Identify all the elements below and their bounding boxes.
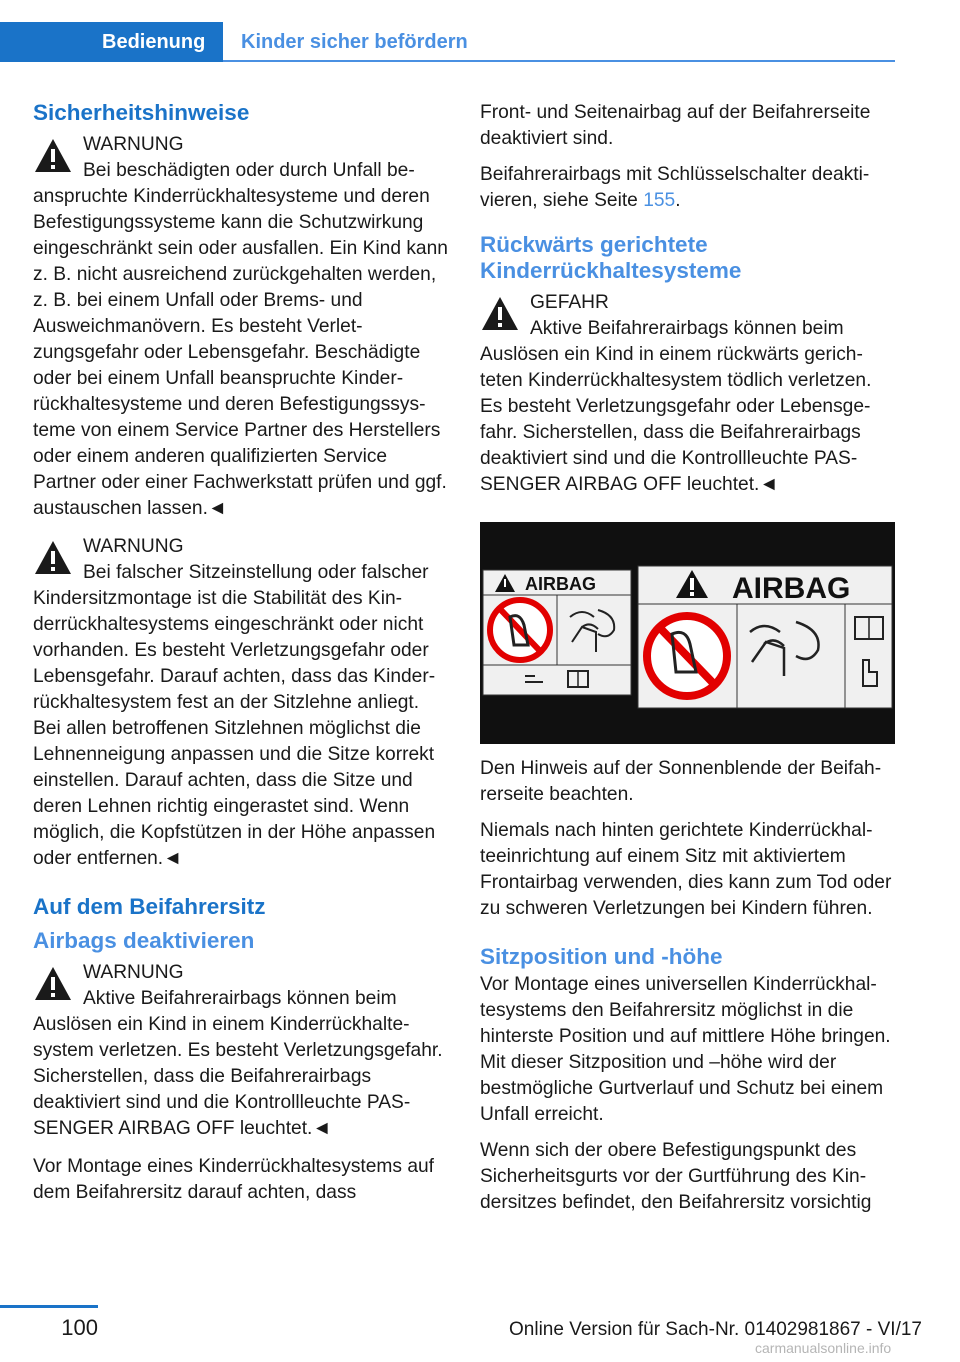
warning-label: WARNUNG bbox=[83, 962, 184, 983]
paragraph-vor-montage: Vor Montage eines Kinderrückhaltesystems auf dem Beifahrersitz darauf achten, dass bbox=[33, 1156, 435, 1203]
header-tabbar bbox=[0, 22, 895, 64]
paragraph-sitzposition-2: Wenn sich der obere Befestigungspunkt des Sicherheitsgurts vor der Gurtführung des Kindersitzes befindet, den Beifahrersitz vorsichtig bbox=[480, 1140, 872, 1213]
paragraph-text: . bbox=[675, 190, 681, 211]
paragraph-front-seitenairbag: Front- und Seitenairbag auf der Beifahrerseite deaktiviert sind. bbox=[480, 102, 871, 149]
airbag-label-photo bbox=[480, 522, 895, 744]
paragraph-hinweis-sonnenblende: Den Hinweis auf der Sonnenblende der Beifahrerseite beachten. bbox=[480, 758, 882, 805]
page-reference-link[interactable]: 155 bbox=[643, 190, 676, 211]
online-version-note: Online Version für Sach-Nr. 01402981867 - VI/17 bbox=[509, 1319, 922, 1340]
warning-text: Bei beschädigten oder durch Unfall beanspruchte Kinderrückhaltesysteme und deren Befestigungssysteme kann die Schutzwirkung eingeschränkt sein oder ausfallen. Ein Kind kann z. B. nicht ausreichend zurückgehalten werden, z. B. bei einem Unfall oder Brems- und Ausweichmanövern. Es besteht Verletzungsgefahr oder Lebensgefahr. Beschädigte oder bei einem Unfall beanspruchte Kinderrückhaltesysteme und deren Befestigungssysteme von einem Service Partner des Herstellers oder einem anderen qualifizierten Service Partner oder einer Fachwerkstatt prüfen und ggf. austauschen lassen.◄ bbox=[33, 160, 448, 519]
paragraph-sitzposition-1: Vor Montage eines universellen Kinderrückhaltesystems den Beifahrersitz möglichst in die hinterste Position und auf mittlere Höhe bringen. Mit dieser Sitzposition und –höhe wird der bestmögliche Gurtverlauf und Schutz bei einem Unfall erreicht. bbox=[480, 974, 891, 1125]
left-column bbox=[33, 100, 448, 1216]
heading-sitzposition: Sitzposition und -höhe bbox=[480, 944, 723, 969]
watermark: carmanualsonline.info bbox=[755, 1340, 892, 1356]
paragraph-schluesselschalter bbox=[480, 162, 895, 214]
warning-triangle-icon bbox=[33, 538, 73, 578]
danger-text: Aktive Beifahrerairbags können beim Auslösen ein Kind in einem rückwärts gerichteten Kinderrückhaltesystem tödlich verletzen. Es besteht Verletzungsgefahr oder Lebensgefahr. Sicherstellen, dass die Beifahrerairbags deaktiviert sind und die Kontrollleuchte PASSENGER AIRBAG OFF leuchtet.◄ bbox=[480, 318, 872, 495]
warning-text: Aktive Beifahrerairbags können beim Auslösen ein Kind in einem Kinderrückhaltesystem verletzen. Es besteht Verletzungsgefahr. Sicherstellen, dass die Beifahrerairbags deaktiviert sind und die Kontrollleuchte PASSENGER AIRBAG OFF leuchtet.◄ bbox=[33, 988, 443, 1139]
paragraph-text: Beifahrerairbags mit Schlüsselschalter deaktivieren, siehe Seite bbox=[480, 164, 870, 211]
warning-triangle-icon bbox=[33, 136, 73, 176]
warning-label: WARNUNG bbox=[83, 536, 184, 557]
airbag-warning-labels-image bbox=[480, 522, 895, 744]
page-number: 100 bbox=[61, 1315, 98, 1340]
tab-kinder-sicher-befoerdern[interactable]: Kinder sicher befördern bbox=[241, 31, 468, 53]
airbag-large-text: AIRBAG bbox=[732, 572, 851, 605]
danger-label: GEFAHR bbox=[530, 292, 609, 313]
warning-text: Bei falscher Sitzeinstellung oder falscher Kindersitzmontage ist die Stabilität des Kinderrückhaltesystems eingeschränkt oder nicht vorhanden. Es besteht Verletzungsgefahr oder Lebensgefahr. Darauf achten, dass das Kinderrückhaltesystem fest an der Sitzlehne anliegt. Bei allen betroffenen Sitzlehnen möglichst die Lehnenneigung anpassen und die Sitze korrekt einstellen. Darauf achten, dass die Sitze und deren Lehnen richtig eingerastet sind. Wenn möglich, die Kopfstützen in der Höhe anpassen oder entfernen.◄ bbox=[33, 562, 436, 869]
warning-triangle-icon bbox=[33, 964, 73, 1004]
heading-airbags-deaktivieren: Airbags deaktivieren bbox=[33, 928, 255, 953]
warning-block-3 bbox=[33, 960, 448, 1142]
right-column bbox=[480, 100, 895, 1226]
tab-underline bbox=[223, 60, 895, 62]
heading-sicherheitshinweise: Sicherheitshinweise bbox=[33, 100, 250, 125]
warning-triangle-icon bbox=[480, 294, 520, 334]
warning-block-1 bbox=[33, 132, 448, 522]
paragraph-niemals: Niemals nach hinten gerichtete Kinderrückhalteeinrichtung auf einem Sitz mit aktiviertem Frontairbag verwenden, dies kann zum Tod oder zu schweren Verletzungen bei Kindern führen. bbox=[480, 820, 892, 919]
warning-label: WARNUNG bbox=[83, 134, 184, 155]
heading-rueckwaerts-gerichtete: Rückwärts gerichtete Kinderrückhaltesysteme bbox=[480, 232, 742, 283]
footer-rule bbox=[0, 1305, 98, 1308]
danger-block bbox=[480, 290, 895, 498]
heading-auf-dem-beifahrersitz: Auf dem Beifahrersitz bbox=[33, 894, 266, 919]
tab-bedienung[interactable]: Bedienung bbox=[0, 22, 223, 62]
airbag-small-text: AIRBAG bbox=[525, 574, 596, 594]
warning-block-2 bbox=[33, 534, 448, 872]
